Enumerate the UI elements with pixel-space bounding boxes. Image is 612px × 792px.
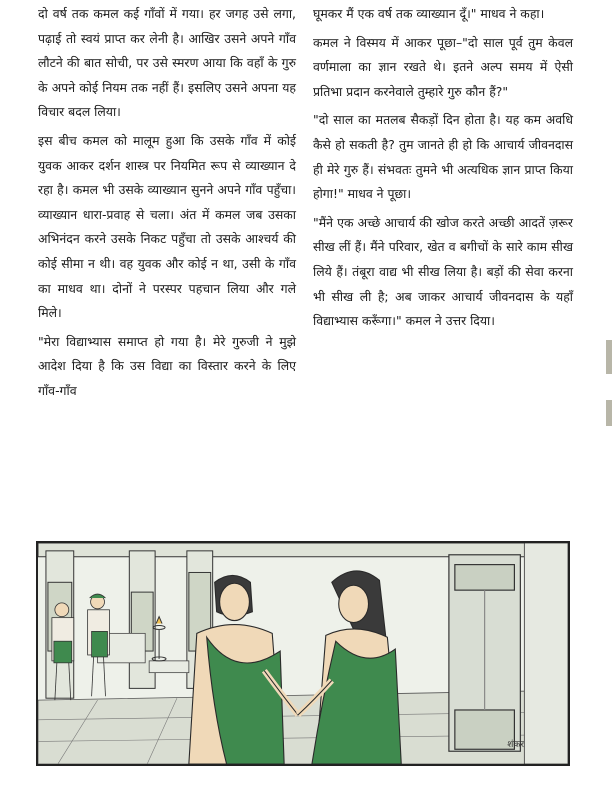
artist-signature: शंकर	[507, 740, 524, 750]
paragraph: इस बीच कमल को मालूम हुआ कि उसके गाँव में कोई युवक आकर दर्शन शास्त्र पर नियमित रूप से व्याख्यान दे रहा है। कमल भी उसके व्याख्यान सुनने अपने गाँव पहुँचा। व्याख्यान धारा-प्रवाह से चला। अंत में कमल जब उसका अभिनंदन करने उसके निकट पहुँचा तो उसके आश्चर्य की कोई सीमा न थी। वह युवक और कोई न था, उसी के गाँव का माधव था। दोनों ने परस्पर पहचान लिया और गले मिले।	[38, 132, 296, 321]
right-text-column	[313, 2, 573, 334]
illustration-drawing	[38, 543, 568, 764]
paragraph: "दो साल का मतलब सैकड़ों दिन होता है। यह कम अवधि कैसे हो सकती है? तुम जानते ही हो कि आचार्य जीवनदास ही मेरे गुरु हैं। संभवतः तुमने भी अत्यधिक ज्ञान प्राप्त किया होगा!" माधव ने पूछा।	[313, 112, 573, 202]
right-edge-strip	[606, 340, 612, 374]
right-edge-strip	[606, 400, 612, 426]
paragraph: घूमकर मैं एक वर्ष तक व्याख्यान दूँ।" माधव ने कहा।	[313, 6, 545, 21]
story-illustration	[36, 541, 570, 766]
paragraph: "मेरा विद्याभ्यास समाप्त हो गया है। मेरे गुरुजी ने मुझे आदेश दिया है कि उस विद्या का विस्तार करने के लिए गाँव-गाँव	[38, 333, 296, 398]
paragraph: "मैंने एक अच्छे आचार्य की खोज करते अच्छी आदतें ज़रूर सीख लीं हैं। मैंने परिवार, खेत व बगीचों के सारे काम सीख लिये हैं। तंबूरा वाद्य भी सीख लिया है। बड़ों की सेवा करना भी सीख ली है; अब जाकर आचार्य जीवनदास के यहाँ विद्याभ्यास करूँगा।" कमल ने उत्तर दिया।	[313, 214, 573, 329]
left-text-column	[38, 2, 296, 404]
paragraph: दो वर्ष तक कमल कई गाँवों में गया। हर जगह उसे लगा, पढ़ाई तो स्वयं प्राप्त कर लेनी है। आखिर उसने अपने गाँव लौटने की बात सोची, पर उसे स्मरण आया कि वहाँ के गुरु के अपने कोई नियम तक नहीं हैं। इसलिए उसने अपना यह विचार बदल लिया।	[38, 6, 296, 120]
paragraph: कमल ने विस्मय में आकर पूछा–"दो साल पूर्व तुम केवल वर्णमाला का ज्ञान रखते थे। इतने अल्प समय में ऐसी प्रतिभा प्रदान करनेवाले तुम्हारे गुरु कौन हैं?"	[313, 34, 573, 99]
